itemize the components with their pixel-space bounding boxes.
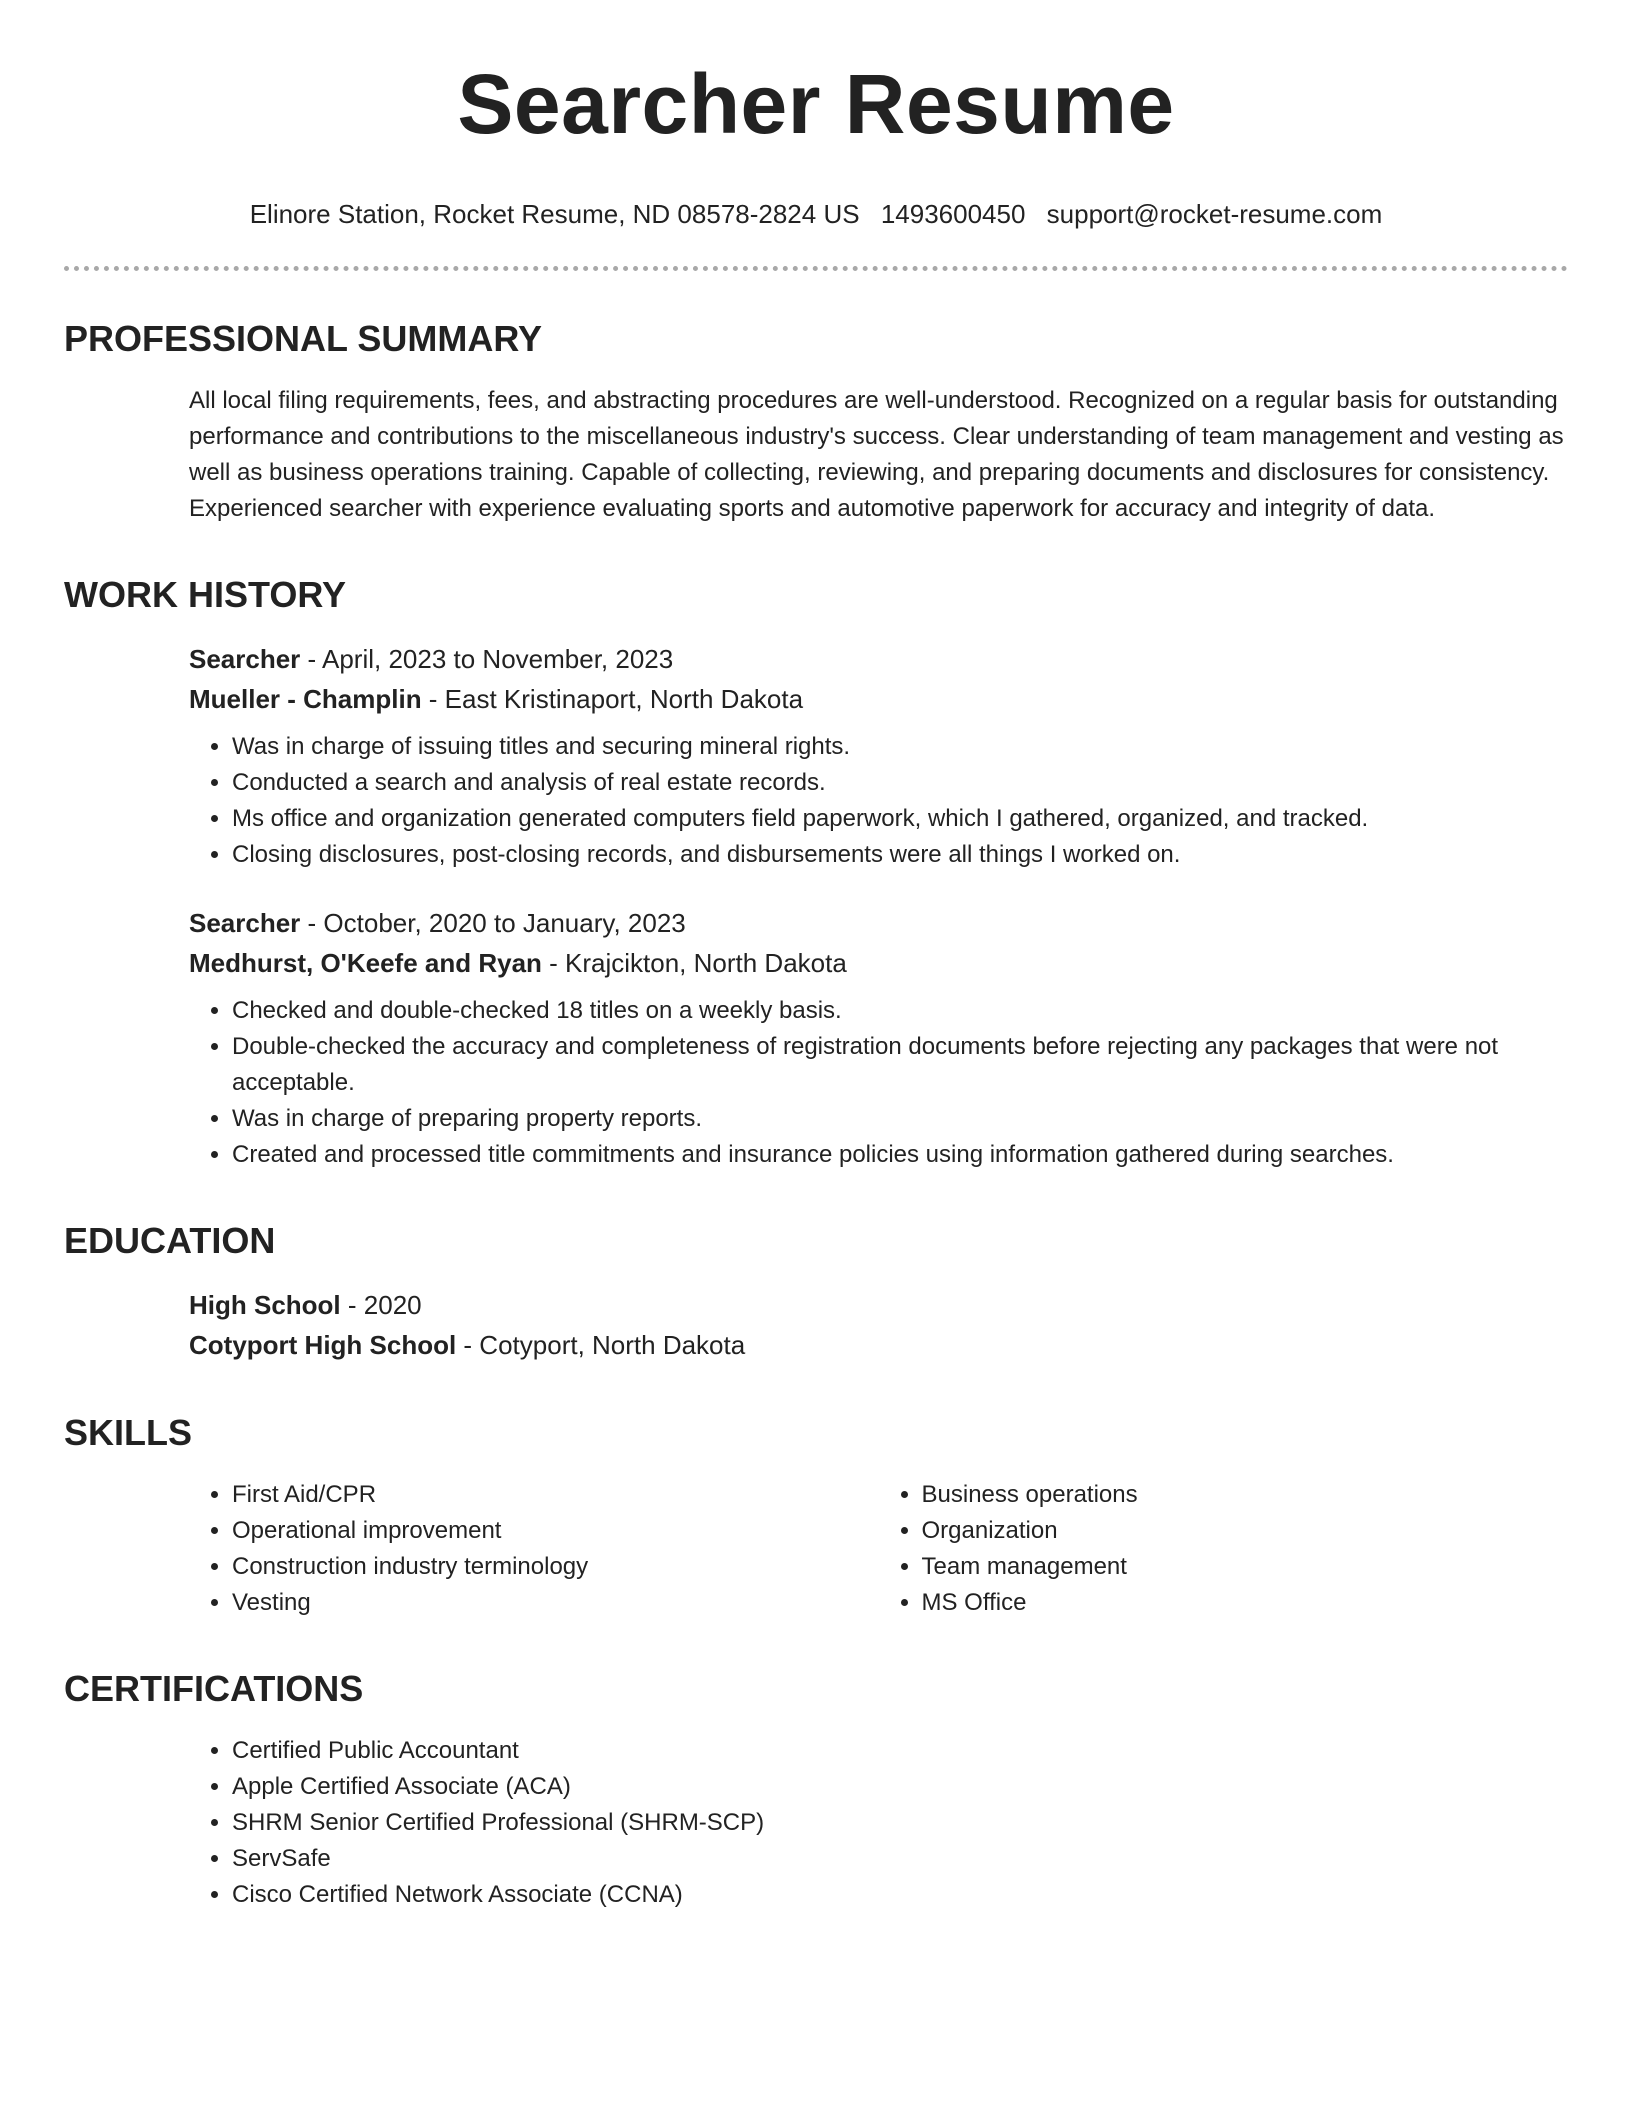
skills-column-right (879, 1477, 1569, 1621)
education-body (189, 1285, 1568, 1365)
header-divider (64, 266, 1568, 271)
job-role-line (189, 903, 1568, 943)
education-school: Cotyport High School (189, 1330, 457, 1360)
section-work-history (64, 573, 1568, 1173)
job-bullet: • Double-checked the accuracy and completeness of registration documents before rejecting any packages that were not acceptable. (232, 1029, 1568, 1101)
job-bullet: • Was in charge of issuing titles and securing mineral rights. (232, 729, 1568, 765)
certifications-list (189, 1733, 1568, 1913)
summary-body (189, 383, 1568, 527)
section-title-summary: PROFESSIONAL SUMMARY (64, 318, 543, 359)
skill-item: • Construction industry terminology (232, 1549, 879, 1585)
job-entry (189, 903, 1568, 1173)
education-degree-line (189, 1285, 1568, 1325)
contact-address: Elinore Station, Rocket Resume, ND 08578-2824 US (249, 199, 860, 229)
section-summary (64, 317, 1568, 527)
job-dates: - April, 2023 to November, 2023 (300, 644, 674, 674)
certification-item: • Cisco Certified Network Associate (CCNA) (232, 1877, 1568, 1913)
summary-text: All local filing requirements, fees, and abstracting procedures are well-understood. Recognized on a regular basis for outstanding performance and contributions to the miscellaneous industry's success. Clear understanding of team management and vesting as well as business operations training. Capable of collecting, reviewing, and preparing documents and disclosures for consistency. Experienced searcher with experience evaluating sports and automotive paperwork for accuracy and integrity of data. (189, 387, 1564, 522)
education-location: - Cotyport, North Dakota (456, 1330, 746, 1360)
certifications-body (189, 1733, 1568, 1913)
job-bullet: • Conducted a search and analysis of real estate records. (232, 765, 1568, 801)
education-degree: High School (189, 1290, 341, 1320)
job-role: Searcher (189, 908, 301, 938)
job-company-line (189, 943, 1568, 983)
contact-phone: 1493600450 (880, 199, 1026, 229)
certification-item: • ServSafe (232, 1841, 1568, 1877)
skill-item: • Business operations (922, 1477, 1569, 1513)
section-title-work-history: WORK HISTORY (64, 574, 347, 615)
skills-column-left (189, 1477, 879, 1621)
job-company-line (189, 679, 1568, 719)
skill-item: • MS Office (922, 1585, 1569, 1621)
section-title-education: EDUCATION (64, 1220, 276, 1261)
skills-grid (189, 1477, 1568, 1621)
skill-item: • Vesting (232, 1585, 879, 1621)
skill-item: • First Aid/CPR (232, 1477, 879, 1513)
contact-email: support@rocket-resume.com (1046, 199, 1383, 229)
certification-item: • Apple Certified Associate (ACA) (232, 1769, 1568, 1805)
job-bullet: • Closing disclosures, post-closing records, and disbursements were all things I worked on. (232, 837, 1568, 873)
job-bullet: • Created and processed title commitments and insurance policies using information gathered during searches. (232, 1137, 1568, 1173)
job-bullet: • Ms office and organization generated computers field paperwork, which I gathered, organized, and tracked. (232, 801, 1568, 837)
education-year: - 2020 (340, 1290, 422, 1320)
skill-item: • Organization (922, 1513, 1569, 1549)
section-skills (64, 1411, 1568, 1621)
certification-item: • SHRM Senior Certified Professional (SHRM-SCP) (232, 1805, 1568, 1841)
job-bullets (189, 993, 1568, 1173)
job-entry (189, 639, 1568, 873)
job-role-line (189, 639, 1568, 679)
job-company: Mueller - Champlin (189, 684, 422, 714)
section-education (64, 1219, 1568, 1365)
job-role: Searcher (189, 644, 301, 674)
resume-title: Searcher Resume (457, 57, 1175, 151)
certification-item: • Certified Public Accountant (232, 1733, 1568, 1769)
section-title-skills: SKILLS (64, 1412, 193, 1453)
job-location: - Krajcikton, North Dakota (541, 948, 847, 978)
job-bullet: • Checked and double-checked 18 titles on a weekly basis. (232, 993, 1568, 1029)
section-title-certifications: CERTIFICATIONS (64, 1668, 364, 1709)
job-dates: - October, 2020 to January, 2023 (300, 908, 686, 938)
contact-line (64, 198, 1568, 230)
work-history-body (189, 639, 1568, 1173)
job-bullets (189, 729, 1568, 873)
job-bullet: • Was in charge of preparing property reports. (232, 1101, 1568, 1137)
skill-item: • Team management (922, 1549, 1569, 1585)
section-certifications (64, 1667, 1568, 1913)
education-school-line (189, 1325, 1568, 1365)
skill-item: • Operational improvement (232, 1513, 879, 1549)
job-company: Medhurst, O'Keefe and Ryan (189, 948, 542, 978)
job-location: - East Kristinaport, North Dakota (421, 684, 804, 714)
resume-header (64, 0, 1568, 230)
